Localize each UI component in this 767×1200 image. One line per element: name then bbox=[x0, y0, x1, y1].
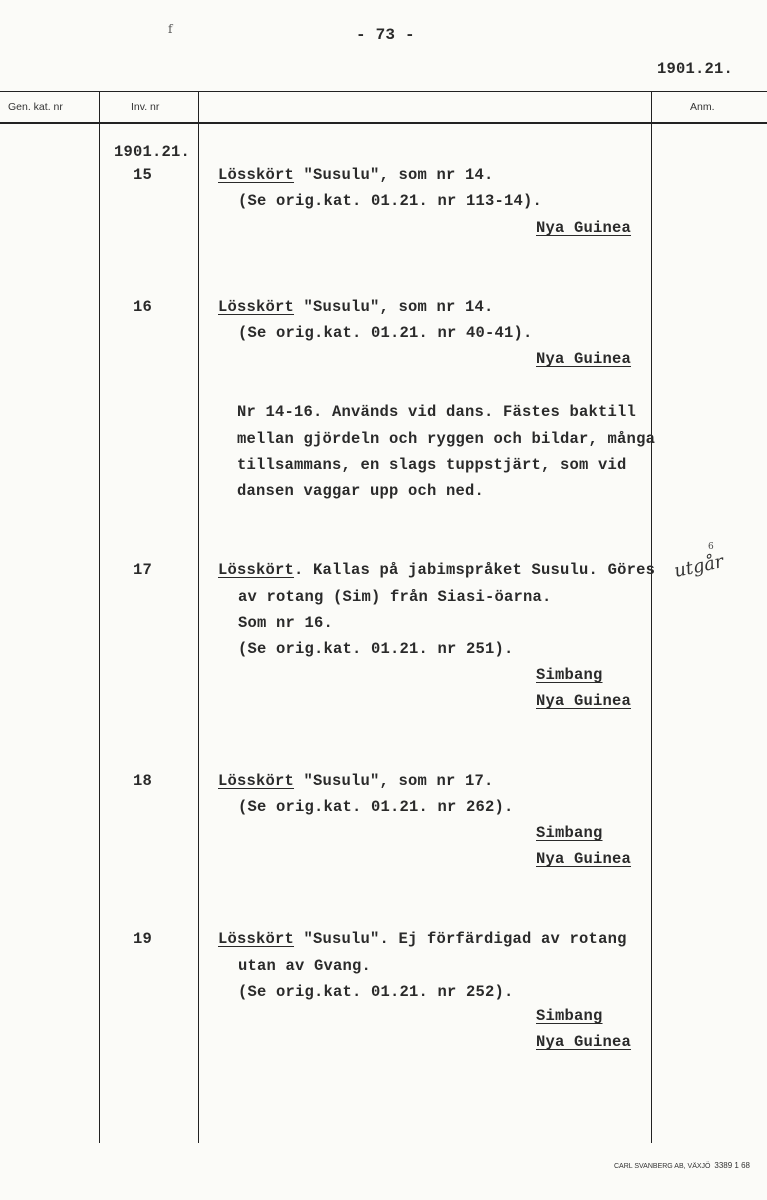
entry-title: Lösskört bbox=[218, 930, 295, 948]
entry-reference: (Se orig.kat. 01.21. nr 252). bbox=[238, 983, 514, 1001]
corner-mark: f bbox=[168, 22, 173, 36]
inv-number: 18 bbox=[133, 772, 153, 790]
entry-description bbox=[218, 930, 627, 948]
entry-place: Simbang bbox=[536, 666, 603, 684]
note-line: tillsammans, en slags tuppstjärt, som vid bbox=[237, 456, 627, 474]
entry-reference: (Se orig.kat. 01.21. nr 262). bbox=[238, 798, 514, 816]
entry-continuation: utan av Gvang. bbox=[238, 957, 372, 975]
entry-title: Lösskört bbox=[218, 166, 295, 184]
entry-title: Lösskört bbox=[218, 298, 295, 316]
printer-imprint bbox=[614, 1161, 750, 1170]
entry-place: Nya Guinea bbox=[536, 219, 632, 237]
catalog-number: 1901.21. bbox=[657, 60, 734, 78]
entry-place: Nya Guinea bbox=[536, 350, 632, 368]
entry-text: "Susulu", som nr 17. bbox=[294, 772, 494, 790]
entry-text: "Susulu", som nr 14. bbox=[294, 298, 494, 316]
entry-description bbox=[218, 772, 494, 790]
handwritten-superscript: 6 bbox=[708, 542, 714, 552]
entry-text: "Susulu", som nr 14. bbox=[294, 166, 494, 184]
entry-reference: (Se orig.kat. 01.21. nr 40-41). bbox=[238, 324, 533, 342]
column-header-gen-kat: Gen. kat. nr bbox=[8, 101, 63, 113]
column-header-anm: Anm. bbox=[690, 101, 715, 113]
entry-place: Nya Guinea bbox=[536, 1033, 632, 1051]
page-number: - 73 - bbox=[356, 26, 415, 44]
entry-continuation: Som nr 16. bbox=[238, 614, 334, 632]
entry-place: Nya Guinea bbox=[536, 850, 632, 868]
entry-continuation: av rotang (Sim) från Siasi-öarna. bbox=[238, 588, 552, 606]
entry-reference: (Se orig.kat. 01.21. nr 251). bbox=[238, 640, 514, 658]
entry-place: Nya Guinea bbox=[536, 692, 632, 710]
entry-title: Lösskört bbox=[218, 561, 295, 579]
entry-description bbox=[218, 166, 494, 184]
entry-place: Simbang bbox=[536, 824, 603, 842]
entry-text: "Susulu". Ej förfärdigad av rotang bbox=[294, 930, 627, 948]
inv-number: 16 bbox=[133, 298, 153, 316]
entry-text: . Kallas på jabimspråket Susulu. Göres bbox=[294, 561, 656, 579]
column-header-inv: Inv. nr bbox=[131, 101, 160, 113]
inv-number: 17 bbox=[133, 561, 153, 579]
entry-place: Simbang bbox=[536, 1007, 603, 1025]
note-line: Nr 14-16. Används vid dans. Fästes baktill bbox=[237, 403, 637, 421]
form-code: 3389 1 68 bbox=[714, 1161, 750, 1170]
entry-title: Lösskört bbox=[218, 772, 295, 790]
column-rule-inv bbox=[198, 91, 199, 1143]
entry-description bbox=[218, 298, 494, 316]
note-line: dansen vaggar upp och ned. bbox=[237, 482, 485, 500]
group-label: 1901.21. bbox=[114, 143, 191, 161]
inv-number: 19 bbox=[133, 930, 153, 948]
note-line: mellan gjördeln och ryggen och bildar, många bbox=[237, 430, 656, 448]
entry-description bbox=[218, 561, 655, 579]
inv-number: 15 bbox=[133, 166, 153, 184]
entry-reference: (Se orig.kat. 01.21. nr 113-14). bbox=[238, 192, 543, 210]
printer-name: CARL SVANBERG AB, VÄXJÖ bbox=[614, 1163, 711, 1170]
column-rule-anm bbox=[651, 91, 652, 1143]
column-rule-gen bbox=[99, 91, 100, 1143]
handwritten-annotation: utgår bbox=[672, 551, 726, 582]
